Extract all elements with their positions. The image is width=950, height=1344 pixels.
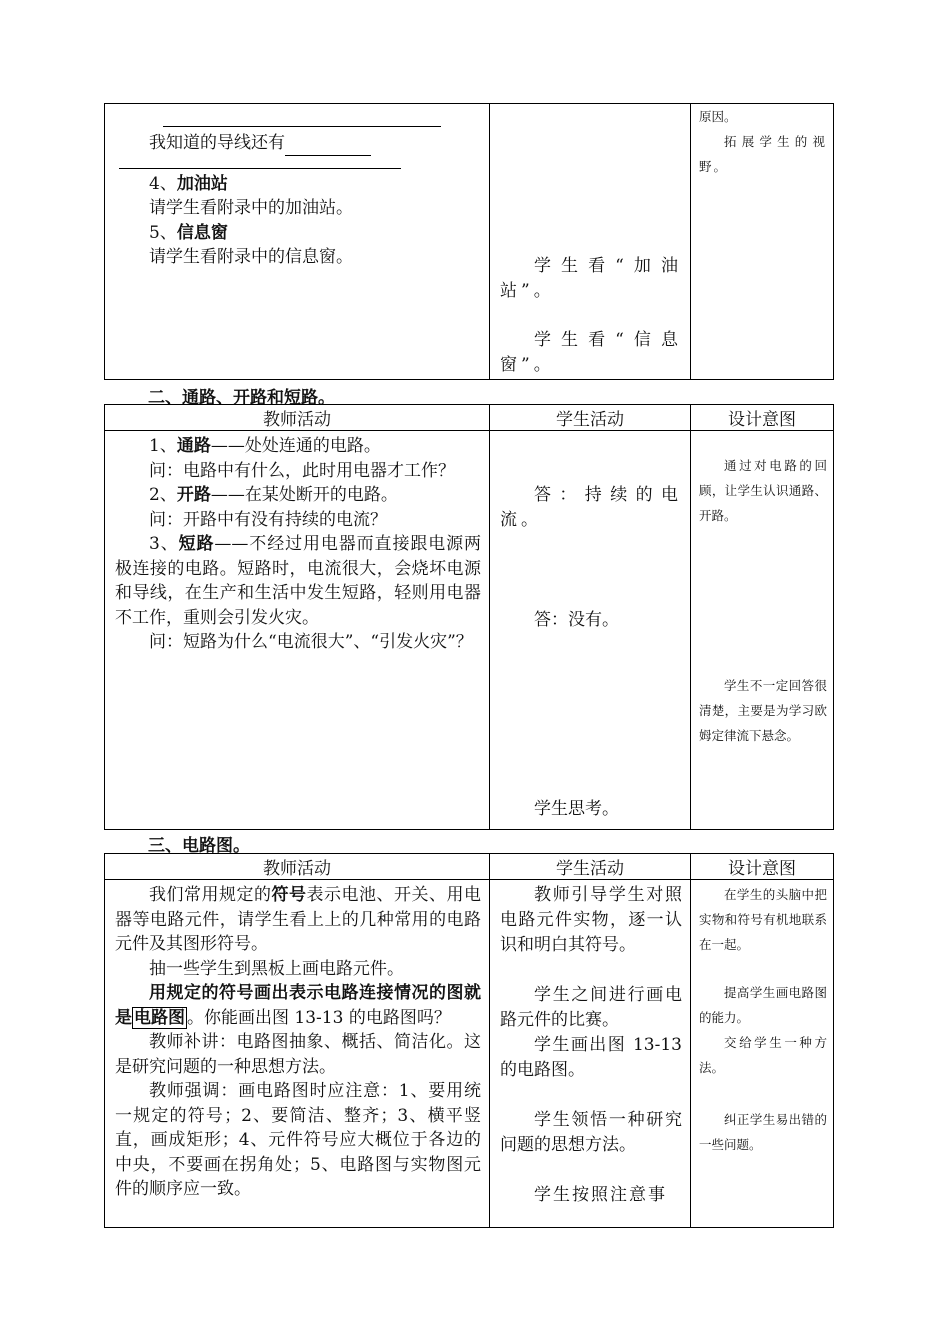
header-teacher-activity: 教师活动 bbox=[105, 405, 490, 431]
blank-line bbox=[163, 112, 441, 127]
teacher-activity-cell bbox=[105, 104, 490, 380]
section-heading: 三、电路图。 bbox=[148, 836, 250, 856]
item5-title: 信息窗 bbox=[176, 222, 228, 243]
student-note: 学生领悟一种研究问题的思想方法。 bbox=[500, 1110, 682, 1155]
lesson-table-circuit-diagram bbox=[104, 853, 834, 1228]
lesson-table-circuits bbox=[104, 404, 834, 830]
section-heading: 二、通路、开路和短路。 bbox=[148, 388, 335, 408]
design-note: 拓展学生的视野。 bbox=[699, 134, 827, 174]
paragraph: 教师补讲：电路图抽象、概括、简洁化。这是研究问题的一种思想方法。 bbox=[115, 1032, 481, 1077]
design-intent-cell bbox=[691, 880, 834, 1228]
header-design-intent: 设计意图 bbox=[691, 854, 834, 880]
definition: ——在某处断开的电路。 bbox=[210, 485, 398, 505]
header-student-activity: 学生活动 bbox=[490, 405, 691, 431]
question: 问：电路中有什么，此时用电器才工作？ bbox=[149, 460, 455, 481]
definition-bold: 用规定的符号画出表示电路连接情况的图就是 bbox=[115, 983, 481, 1028]
design-note: 交给学生一种方法。 bbox=[699, 1035, 827, 1075]
term-short-circuit: 短路 bbox=[178, 534, 215, 554]
term-open-circuit: 开路 bbox=[176, 485, 211, 505]
text: 。你能画出图 13-13 的电路图吗？ bbox=[187, 1007, 451, 1028]
question: 问：短路为什么“电流很大”、“引发火灾”？ bbox=[149, 632, 473, 652]
term-closed-circuit: 通路 bbox=[176, 436, 211, 456]
paragraph bbox=[115, 434, 481, 459]
student-activity-cell bbox=[490, 104, 691, 380]
item-number: 1、 bbox=[149, 436, 177, 456]
definition: ——不经过用电器而直接跟电源两极连接的电路。短路时，电流很大，会烧坏电源和导线，在生产和生活中发生短路，轻则用电器不工作，重则会引发火灾。 bbox=[115, 534, 482, 628]
definition: ——处处连通的电路。 bbox=[210, 436, 381, 456]
paragraph: 抽一些学生到黑板上画电路元件。 bbox=[149, 958, 404, 979]
item5-number: 5、 bbox=[149, 222, 177, 243]
design-note: 学生不一定回答很清楚，主要是为学习欧姆定律流下悬念。 bbox=[699, 678, 827, 743]
definition-paragraph bbox=[115, 981, 481, 1030]
student-note: 学生按照注意事 bbox=[534, 1185, 667, 1205]
design-note: 通过对电路的回顾，让学生认识通路、开路。 bbox=[699, 458, 827, 523]
teacher-activity-cell bbox=[105, 880, 490, 1228]
student-note: 教师引导学生对照电路元件实物，逐一认识和明白其符号。 bbox=[500, 885, 682, 955]
blank-line bbox=[119, 156, 401, 169]
paragraph bbox=[115, 883, 481, 957]
design-note: 原因。 bbox=[699, 109, 737, 124]
header-student-activity: 学生活动 bbox=[490, 854, 691, 880]
design-intent-cell bbox=[691, 431, 834, 830]
student-note: 学生之间进行画电路元件的比赛。 bbox=[500, 985, 682, 1030]
student-note: 学生看“加油站”。 bbox=[500, 256, 682, 301]
student-note: 学生看“信息窗”。 bbox=[500, 330, 682, 375]
item5-heading bbox=[115, 221, 481, 246]
item4-heading bbox=[115, 172, 481, 197]
teacher-activity-cell bbox=[105, 431, 490, 830]
item-number: 3、 bbox=[149, 534, 179, 554]
text: 我们常用规定的 bbox=[149, 885, 272, 905]
paragraph bbox=[115, 483, 481, 508]
header-design-intent: 设计意图 bbox=[691, 405, 834, 431]
student-answer: 答：持续的电流。 bbox=[500, 485, 682, 530]
item-number: 2、 bbox=[149, 485, 177, 505]
student-activity-cell bbox=[490, 880, 691, 1228]
header-teacher-activity: 教师活动 bbox=[105, 854, 490, 880]
item4-title: 加油站 bbox=[176, 173, 228, 194]
design-note: 纠正学生易出错的一些问题。 bbox=[699, 1112, 827, 1152]
design-intent-cell bbox=[691, 104, 834, 380]
student-activity-cell bbox=[490, 431, 691, 830]
student-answer: 答：没有。 bbox=[534, 610, 619, 630]
item4-text: 请学生看附录中的加油站。 bbox=[149, 198, 353, 218]
known-wire-prompt: 我知道的导线还有 bbox=[149, 133, 285, 153]
answer-blank bbox=[285, 137, 371, 156]
paragraph: 教师强调：画电路图时应注意：1、要用统一规定的符号；2、要简洁、整齐；3、横平竖直，画成矩形；4、元件符号应大概位于各边的中央，不要画在拐角处；5、电路图与实物图元件的顺序应一致。 bbox=[115, 1081, 481, 1199]
item4-number: 4、 bbox=[149, 173, 177, 194]
item5-text: 请学生看附录中的信息窗。 bbox=[149, 247, 353, 267]
design-note: 提高学生画电路图的能力。 bbox=[699, 985, 827, 1025]
design-note: 在学生的头脑中把实物和符号有机地联系在一起。 bbox=[699, 887, 827, 952]
question: 问：开路中有没有持续的电流？ bbox=[149, 509, 387, 530]
term-symbol: 符号 bbox=[271, 885, 307, 905]
text: 表示电池、开关、用电器等电路元件，请学生看上上的几种常用的电路元件及其图形符号。 bbox=[115, 885, 481, 954]
lesson-table-continuation bbox=[104, 103, 834, 380]
known-wire-line bbox=[115, 131, 481, 156]
student-answer: 学生思考。 bbox=[534, 799, 619, 819]
term-circuit-diagram: 电路图 bbox=[134, 1007, 185, 1028]
paragraph bbox=[115, 532, 481, 630]
student-note: 学生画出图 13-13 的电路图。 bbox=[500, 1035, 682, 1080]
